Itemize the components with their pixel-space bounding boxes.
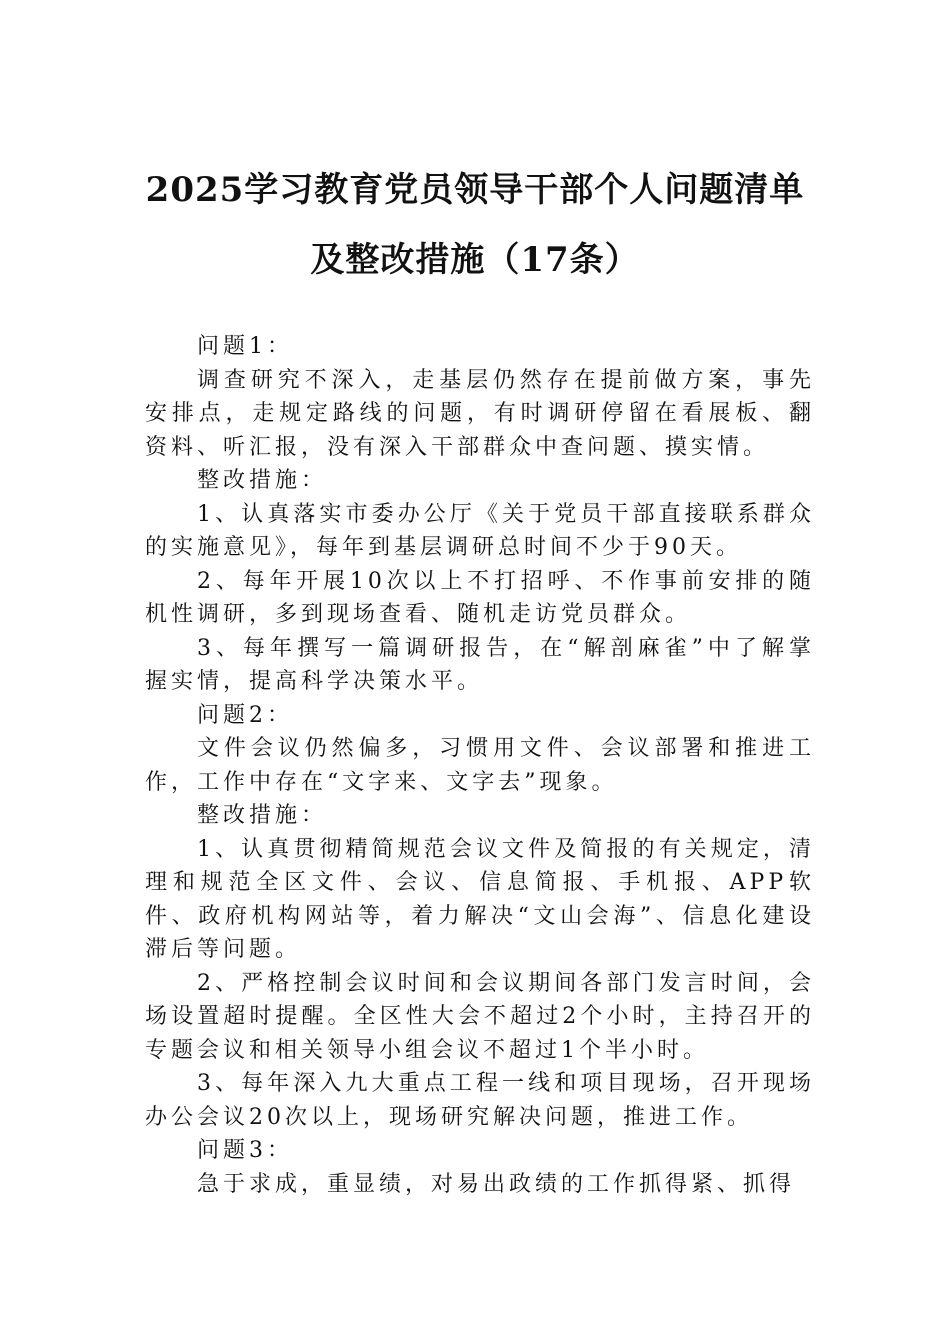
measure-item: 2、严格控制会议时间和会议期间各部门发言时间，会场设置超时提醒。全区性大会不超过2个小时，主持召开的专题会议和相关领导小组会议不超过1个半小时。 <box>145 970 815 1063</box>
problem-description: 急于求成，重显绩，对易出政绩的工作抓得紧、抓得 <box>197 1171 796 1197</box>
document-body <box>145 330 815 1201</box>
measure-item: 2、每年开展10次以上不打招呼、不作事前安排的随机性调研，多到现场查看、随机走访党员群众。 <box>145 568 815 627</box>
measure-item: 3、每年深入九大重点工程一线和项目现场，召开现场办公会议20次以上，现场研究解决问题，推进工作。 <box>145 1071 815 1130</box>
document-title-line-1: 2025学习教育党员领导干部个人问题清单 <box>145 170 805 210</box>
measure-item: 1、认真贯彻精简规范会议文件及简报的有关规定，清理和规范全区文件、会议、信息简报、手机报、APP软件、政府机构网站等，着力解决“文山会海”、信息化建设滞后等问题。 <box>145 836 815 962</box>
document-title-line-2: 及整改措施（17条） <box>310 240 640 280</box>
problem-description: 调查研究不深入，走基层仍然存在提前做方案，事先安排点，走规定路线的问题，有时调研停留在看展板、翻资料、听汇报，没有深入干部群众中查问题、摸实情。 <box>145 367 815 460</box>
measures-heading: 整改措施： <box>197 468 328 493</box>
problem-heading: 问题3： <box>197 1138 293 1163</box>
problem-description: 文件会议仍然偏多，习惯用文件、会议部署和推进工作，工作中存在“文字来、文字去”现象。 <box>145 736 815 795</box>
problem-heading: 问题2： <box>197 702 293 728</box>
measure-item: 3、每年撰写一篇调研报告，在“解剖麻雀”中了解掌握实情，提高科学决策水平。 <box>145 635 815 694</box>
measures-heading: 整改措施： <box>197 803 328 828</box>
measure-item: 1、认真落实市委办公厅《关于党员干部直接联系群众的实施意见》，每年到基层调研总时间不少于90天。 <box>145 501 815 560</box>
problem-heading: 问题1： <box>197 334 293 359</box>
